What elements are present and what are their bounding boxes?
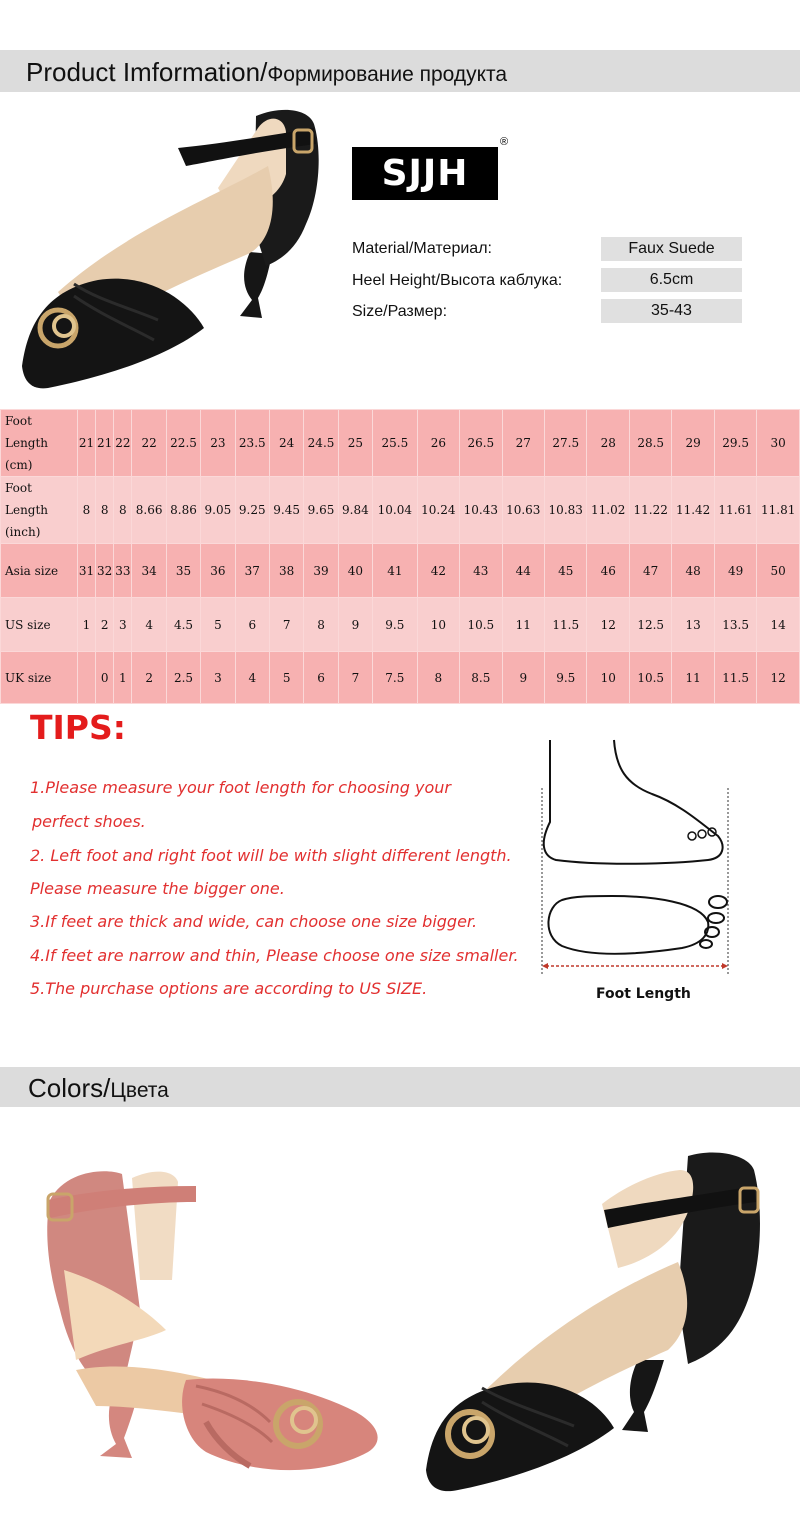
- size-table-cell: 10.24: [417, 477, 459, 544]
- size-table-cell: 28: [587, 410, 629, 477]
- size-table-cell: 41: [373, 544, 418, 598]
- size-table-row: [1, 410, 800, 477]
- size-table-row: [1, 598, 800, 652]
- size-table-cell: 8: [77, 477, 95, 544]
- size-table-cell: 8: [96, 477, 114, 544]
- size-table-row-label: [1, 652, 78, 704]
- size-table-cell: 11.02: [587, 477, 629, 544]
- material-value: Faux Suede: [601, 237, 742, 261]
- size-table-cell: 46: [587, 544, 629, 598]
- size-table-cell: 9.05: [201, 477, 235, 544]
- size-table-cell: 11.81: [757, 477, 800, 544]
- size-table-cell: 26: [417, 410, 459, 477]
- size-table-cell: 42: [417, 544, 459, 598]
- size-table-cell: 9: [338, 598, 372, 652]
- size-table-cell: 2.5: [166, 652, 200, 704]
- size-table-cell: 1: [114, 652, 132, 704]
- size-table-cell: 9.84: [338, 477, 372, 544]
- size-table-cell: 30: [757, 410, 800, 477]
- size-table-cell: 11: [502, 598, 544, 652]
- tips-title: TIPS:: [30, 708, 126, 747]
- size-table-cell: 10.63: [502, 477, 544, 544]
- size-table-cell: 6: [304, 652, 338, 704]
- row-label-line: UK size: [5, 670, 52, 685]
- size-table-cell: 0: [96, 652, 114, 704]
- size-table-cell: 8.66: [132, 477, 166, 544]
- size-table-cell: 4.5: [166, 598, 200, 652]
- size-table-cell: 10.04: [373, 477, 418, 544]
- size-table-cell: 5: [201, 598, 235, 652]
- size-table-cell: 40: [338, 544, 372, 598]
- size-table-cell: 9.5: [545, 652, 587, 704]
- size-table-cell: 27: [502, 410, 544, 477]
- size-table-cell: 24: [269, 410, 303, 477]
- size-table-cell: 7: [338, 652, 372, 704]
- size-table-cell: 27.5: [545, 410, 587, 477]
- size-table-cell: 25.5: [373, 410, 418, 477]
- size-table-cell: 3: [114, 598, 132, 652]
- size-table-cell: 8.5: [460, 652, 502, 704]
- row-label-line: Asia size: [5, 563, 59, 578]
- tip-line-3: 2. Left foot and right foot will be with slight different length.: [30, 846, 512, 865]
- size-table-row-label: [1, 598, 78, 652]
- size-table-cell: 28.5: [629, 410, 671, 477]
- size-table-cell: 34: [132, 544, 166, 598]
- size-table-cell: 10.5: [460, 598, 502, 652]
- heel-height-label: Heel Height/Высота каблука:: [352, 272, 563, 289]
- row-label-line: (inch): [5, 525, 41, 539]
- size-table-cell: 31: [77, 544, 95, 598]
- foot-measurement-diagram: [532, 738, 738, 978]
- size-table-cell: 11.42: [672, 477, 714, 544]
- size-table-cell: 10.83: [545, 477, 587, 544]
- size-table-cell: 22.5: [166, 410, 200, 477]
- size-table-cell: 12: [757, 652, 800, 704]
- tip-line-6: 4.If feet are narrow and thin, Please choose one size smaller.: [30, 946, 519, 965]
- size-table-row: [1, 544, 800, 598]
- size-table-cell: 11.61: [714, 477, 756, 544]
- size-table-cell: 22: [132, 410, 166, 477]
- size-table-cell: 24.5: [304, 410, 338, 477]
- tip-line-4: Please measure the bigger one.: [30, 879, 285, 898]
- size-table-cell: 11.5: [545, 598, 587, 652]
- heel-height-value: 6.5cm: [601, 268, 742, 292]
- size-table-cell: 23.5: [235, 410, 269, 477]
- size-table-cell: 12: [587, 598, 629, 652]
- black-shoe-image: [418, 1150, 778, 1506]
- size-table-cell: 14: [757, 598, 800, 652]
- size-table-row-label: [1, 544, 78, 598]
- size-table-cell: 8.86: [166, 477, 200, 544]
- size-table-cell: 13.5: [714, 598, 756, 652]
- row-label-line: (cm): [5, 458, 33, 472]
- header-title-ru: Формирование продукта: [267, 63, 508, 86]
- size-table-row-label: [1, 410, 78, 477]
- row-label-line: Foot Length: [5, 414, 49, 450]
- size-table-cell: 10: [417, 598, 459, 652]
- size-table-cell: 8: [304, 598, 338, 652]
- size-table-cell: 8: [114, 477, 132, 544]
- foot-length-label: Foot Length: [596, 986, 691, 1002]
- size-table-cell: 9.65: [304, 477, 338, 544]
- size-table-cell: 9.5: [373, 598, 418, 652]
- size-table-cell: 11.22: [629, 477, 671, 544]
- size-table-cell: 1: [77, 598, 95, 652]
- size-table-row: [1, 652, 800, 704]
- colors-title-ru: Цвета: [110, 1079, 169, 1102]
- size-table-cell: 48: [672, 544, 714, 598]
- size-table-cell: 7.5: [373, 652, 418, 704]
- header-title-en: Product Imformation/: [26, 57, 268, 87]
- size-table-cell: 23: [201, 410, 235, 477]
- size-table-cell: 9: [502, 652, 544, 704]
- size-table-cell: 10: [587, 652, 629, 704]
- size-table-cell: 36: [201, 544, 235, 598]
- size-chart-table: [0, 409, 800, 704]
- size-table-cell: 9.25: [235, 477, 269, 544]
- size-table-cell: 13: [672, 598, 714, 652]
- material-label: Material/Материал:: [352, 240, 492, 257]
- size-table-cell: 35: [166, 544, 200, 598]
- size-table-cell: 7: [269, 598, 303, 652]
- size-value: 35-43: [601, 299, 742, 323]
- product-information-header: [0, 50, 800, 92]
- size-table-cell: 11: [672, 652, 714, 704]
- pink-shoe-image: [36, 1160, 392, 1500]
- size-table-cell: 8: [417, 652, 459, 704]
- size-table-cell: 21: [77, 410, 95, 477]
- size-table-cell: 29: [672, 410, 714, 477]
- size-table-cell: 39: [304, 544, 338, 598]
- tip-line-7: 5.The purchase options are according to US SIZE.: [30, 979, 428, 998]
- size-table-cell: 49: [714, 544, 756, 598]
- row-label-line: Foot Length: [5, 481, 49, 517]
- size-table-cell: 47: [629, 544, 671, 598]
- size-table-cell: 6: [235, 598, 269, 652]
- size-table-cell: 3: [201, 652, 235, 704]
- size-table-cell: 29.5: [714, 410, 756, 477]
- size-table-cell: 9.45: [269, 477, 303, 544]
- colors-header: [0, 1067, 800, 1107]
- tip-line-2: perfect shoes.: [32, 812, 146, 831]
- size-table-cell: 2: [96, 598, 114, 652]
- size-table-cell: 5: [269, 652, 303, 704]
- size-table-cell: 4: [132, 598, 166, 652]
- size-table-cell: 43: [460, 544, 502, 598]
- size-table-cell: 32: [96, 544, 114, 598]
- size-table-cell: 37: [235, 544, 269, 598]
- size-table-row-label: [1, 477, 78, 544]
- black-shoe-product-image: [18, 104, 338, 396]
- size-table-cell: 44: [502, 544, 544, 598]
- row-label-line: US size: [5, 617, 51, 632]
- size-table-cell: 2: [132, 652, 166, 704]
- size-table-cell: [77, 652, 95, 704]
- size-table-cell: 10.43: [460, 477, 502, 544]
- size-table-cell: 11.5: [714, 652, 756, 704]
- tip-line-5: 3.If feet are thick and wide, can choose one size bigger.: [30, 912, 478, 931]
- tip-line-1: 1.Please measure your foot length for choosing your: [30, 778, 451, 797]
- size-table-cell: 21: [96, 410, 114, 477]
- brand-logo: SJJH: [352, 147, 498, 200]
- size-table-cell: 4: [235, 652, 269, 704]
- size-table-cell: 22: [114, 410, 132, 477]
- size-table-cell: 50: [757, 544, 800, 598]
- size-table-cell: 12.5: [629, 598, 671, 652]
- size-table-cell: 26.5: [460, 410, 502, 477]
- registered-mark: ®: [500, 136, 509, 148]
- colors-title-en: Colors/: [28, 1073, 111, 1103]
- size-table-row: [1, 477, 800, 544]
- size-table-cell: 38: [269, 544, 303, 598]
- size-table-cell: 25: [338, 410, 372, 477]
- size-table-cell: 33: [114, 544, 132, 598]
- size-label: Size/Размер:: [352, 303, 448, 320]
- size-table-cell: 10.5: [629, 652, 671, 704]
- size-table-cell: 45: [545, 544, 587, 598]
